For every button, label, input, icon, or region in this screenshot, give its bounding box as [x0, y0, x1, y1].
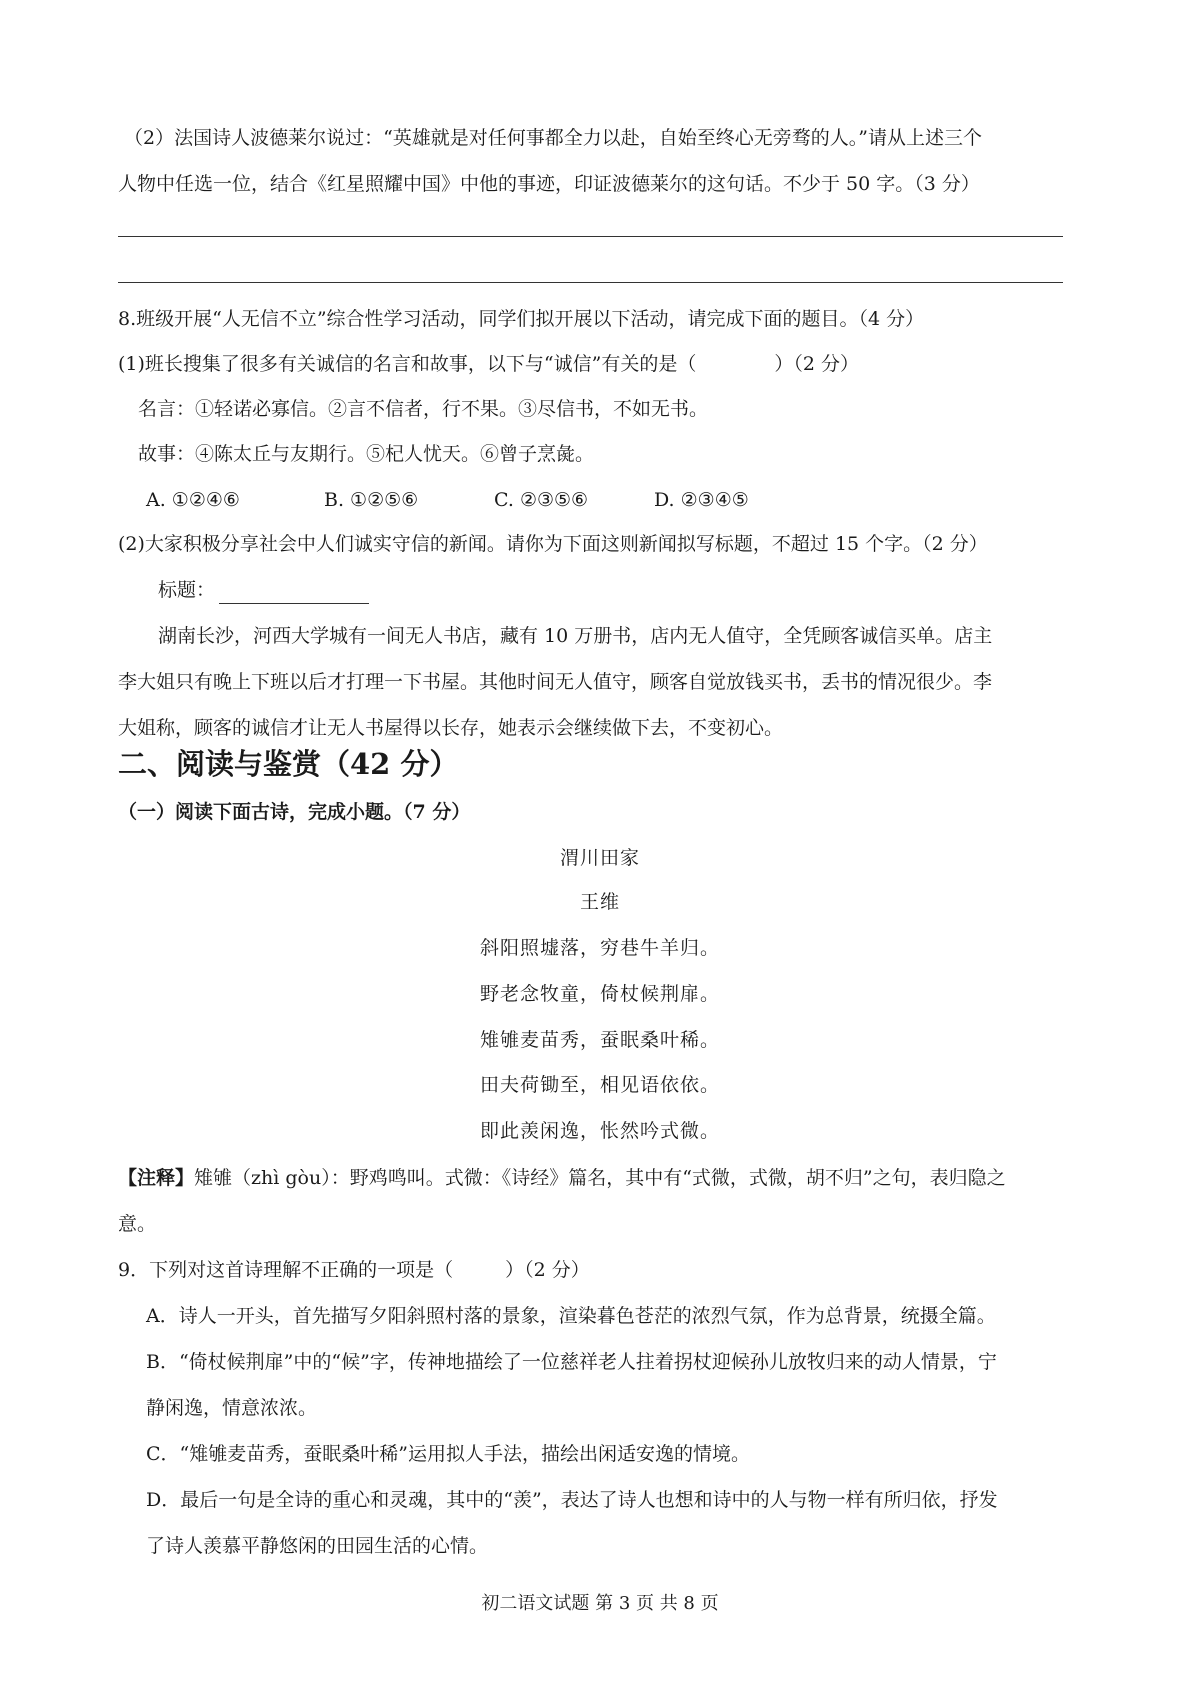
answer-line-1	[118, 236, 1063, 237]
q7-2-line2: 人物中任选一位，结合《红星照耀中国》中他的事迹，印证波德莱尔的这句话。不少于 50 字。（3 分）	[118, 173, 980, 195]
poem-author: 王维	[579, 891, 620, 913]
q9-option-c: C．“雉雊麦苗秀，蚕眠桑叶稀”运用拟人手法，描绘出闲适安逸的情境。	[146, 1443, 750, 1465]
q8-option-d: D. ②③④⑤	[654, 489, 749, 511]
q8-title-label: 标题：	[158, 579, 216, 601]
q8-news-line2: 李大姐只有晚上下班以后才打理一下书屋。其他时间无人值守，顾客自觉放钱买书，丢书的情况很少。李	[118, 671, 993, 693]
q8-news-line3: 大姐称，顾客的诚信才让无人书屋得以长存，她表示会继续做下去，不变初心。	[118, 717, 784, 739]
q7-2-line1: （2）法国诗人波德莱尔说过：“英雄就是对任何事都全力以赴，自始至终心无旁骛的人。”请从上述三个	[124, 127, 983, 149]
poem-title: 渭川田家	[559, 847, 640, 869]
note-line1	[118, 1164, 1006, 1192]
q8-news-line1: 湖南长沙，河西大学城有一间无人书店，藏有 10 万册书，店内无人值守，全凭顾客诚信买单。店主	[158, 625, 993, 647]
q9-option-b-line2: 静闲逸，情意浓浓。	[146, 1397, 318, 1419]
q8-option-a: A. ①②④⑥	[146, 489, 240, 511]
q8-title-row	[158, 576, 369, 604]
q8-title-blank	[219, 581, 369, 604]
section-subheading: （一）阅读下面古诗，完成小题。（7 分）	[118, 801, 471, 823]
q8-quotes: 名言：①轻诺必寡信。②言不信者，行不果。③尽信书，不如无书。	[138, 398, 709, 420]
poem-line: 野老念牧童，倚杖候荆扉。	[479, 983, 720, 1005]
q9-option-b-line1: B．“倚杖候荆扉”中的“候”字，传神地描绘了一位慈祥老人拄着拐杖迎候孙儿放牧归来的动人情景，宁	[146, 1351, 997, 1373]
q8-part1-text: (1)班长搜集了很多有关诚信的名言和故事，以下与“诚信”有关的是（	[118, 353, 697, 375]
q8-option-c: C. ②③⑤⑥	[494, 489, 589, 511]
q9-stem	[118, 1256, 590, 1284]
poem-line: 田夫荷锄至，相见语依依。	[479, 1074, 720, 1096]
q8-stories: 故事：④陈太丘与友期行。⑤杞人忧天。⑥曾子烹彘。	[138, 443, 595, 465]
section-heading: 二、阅读与鉴赏（42 分）	[118, 747, 459, 781]
q9-score: ）（2 分）	[505, 1259, 590, 1281]
q9-option-d-line1: D．最后一句是全诗的重心和灵魂，其中的“羡”，表达了诗人也想和诗中的人与物一样有所归依，抒发	[146, 1489, 998, 1511]
q9-option-d-line2: 了诗人羡慕平静悠闲的田园生活的心情。	[146, 1535, 489, 1557]
q8-stem: 8.班级开展“人无信不立”综合性学习活动，同学们拟开展以下活动，请完成下面的题目。（4 分）	[118, 308, 925, 330]
note-text: 雉雊（zhì gòu）：野鸡鸣叫。式微：《诗经》篇名，其中有“式微，式微，胡不归”之句，表归隐之	[194, 1167, 1006, 1189]
q8-options	[146, 486, 749, 514]
poem-line: 斜阳照墟落，穷巷牛羊归。	[479, 937, 720, 959]
q8-part2: (2)大家积极分享社会中人们诚实守信的新闻。请你为下面这则新闻拟写标题，不超过 15 个字。（2 分）	[118, 533, 988, 555]
poem-line: 即此羡闲逸，怅然吟式微。	[479, 1120, 720, 1142]
note-label: 【注释】	[118, 1167, 195, 1189]
q9-stem-text: 9．下列对这首诗理解不正确的一项是（	[118, 1259, 454, 1281]
page-footer: 初二语文试题 第 3 页 共 8 页	[481, 1593, 719, 1614]
q9-option-a: A．诗人一开头，首先描写夕阳斜照村落的景象，渲染暮色苍茫的浓烈气氛，作为总背景，统摄全篇。	[146, 1305, 996, 1327]
note-line2: 意。	[118, 1213, 157, 1235]
q8-option-b: B. ①②⑤⑥	[324, 489, 419, 511]
q8-part1-score: ）（2 分）	[774, 353, 859, 375]
q8-part1	[118, 350, 859, 378]
answer-line-2	[118, 282, 1063, 283]
poem-line: 雉雊麦苗秀，蚕眠桑叶稀。	[479, 1029, 720, 1051]
